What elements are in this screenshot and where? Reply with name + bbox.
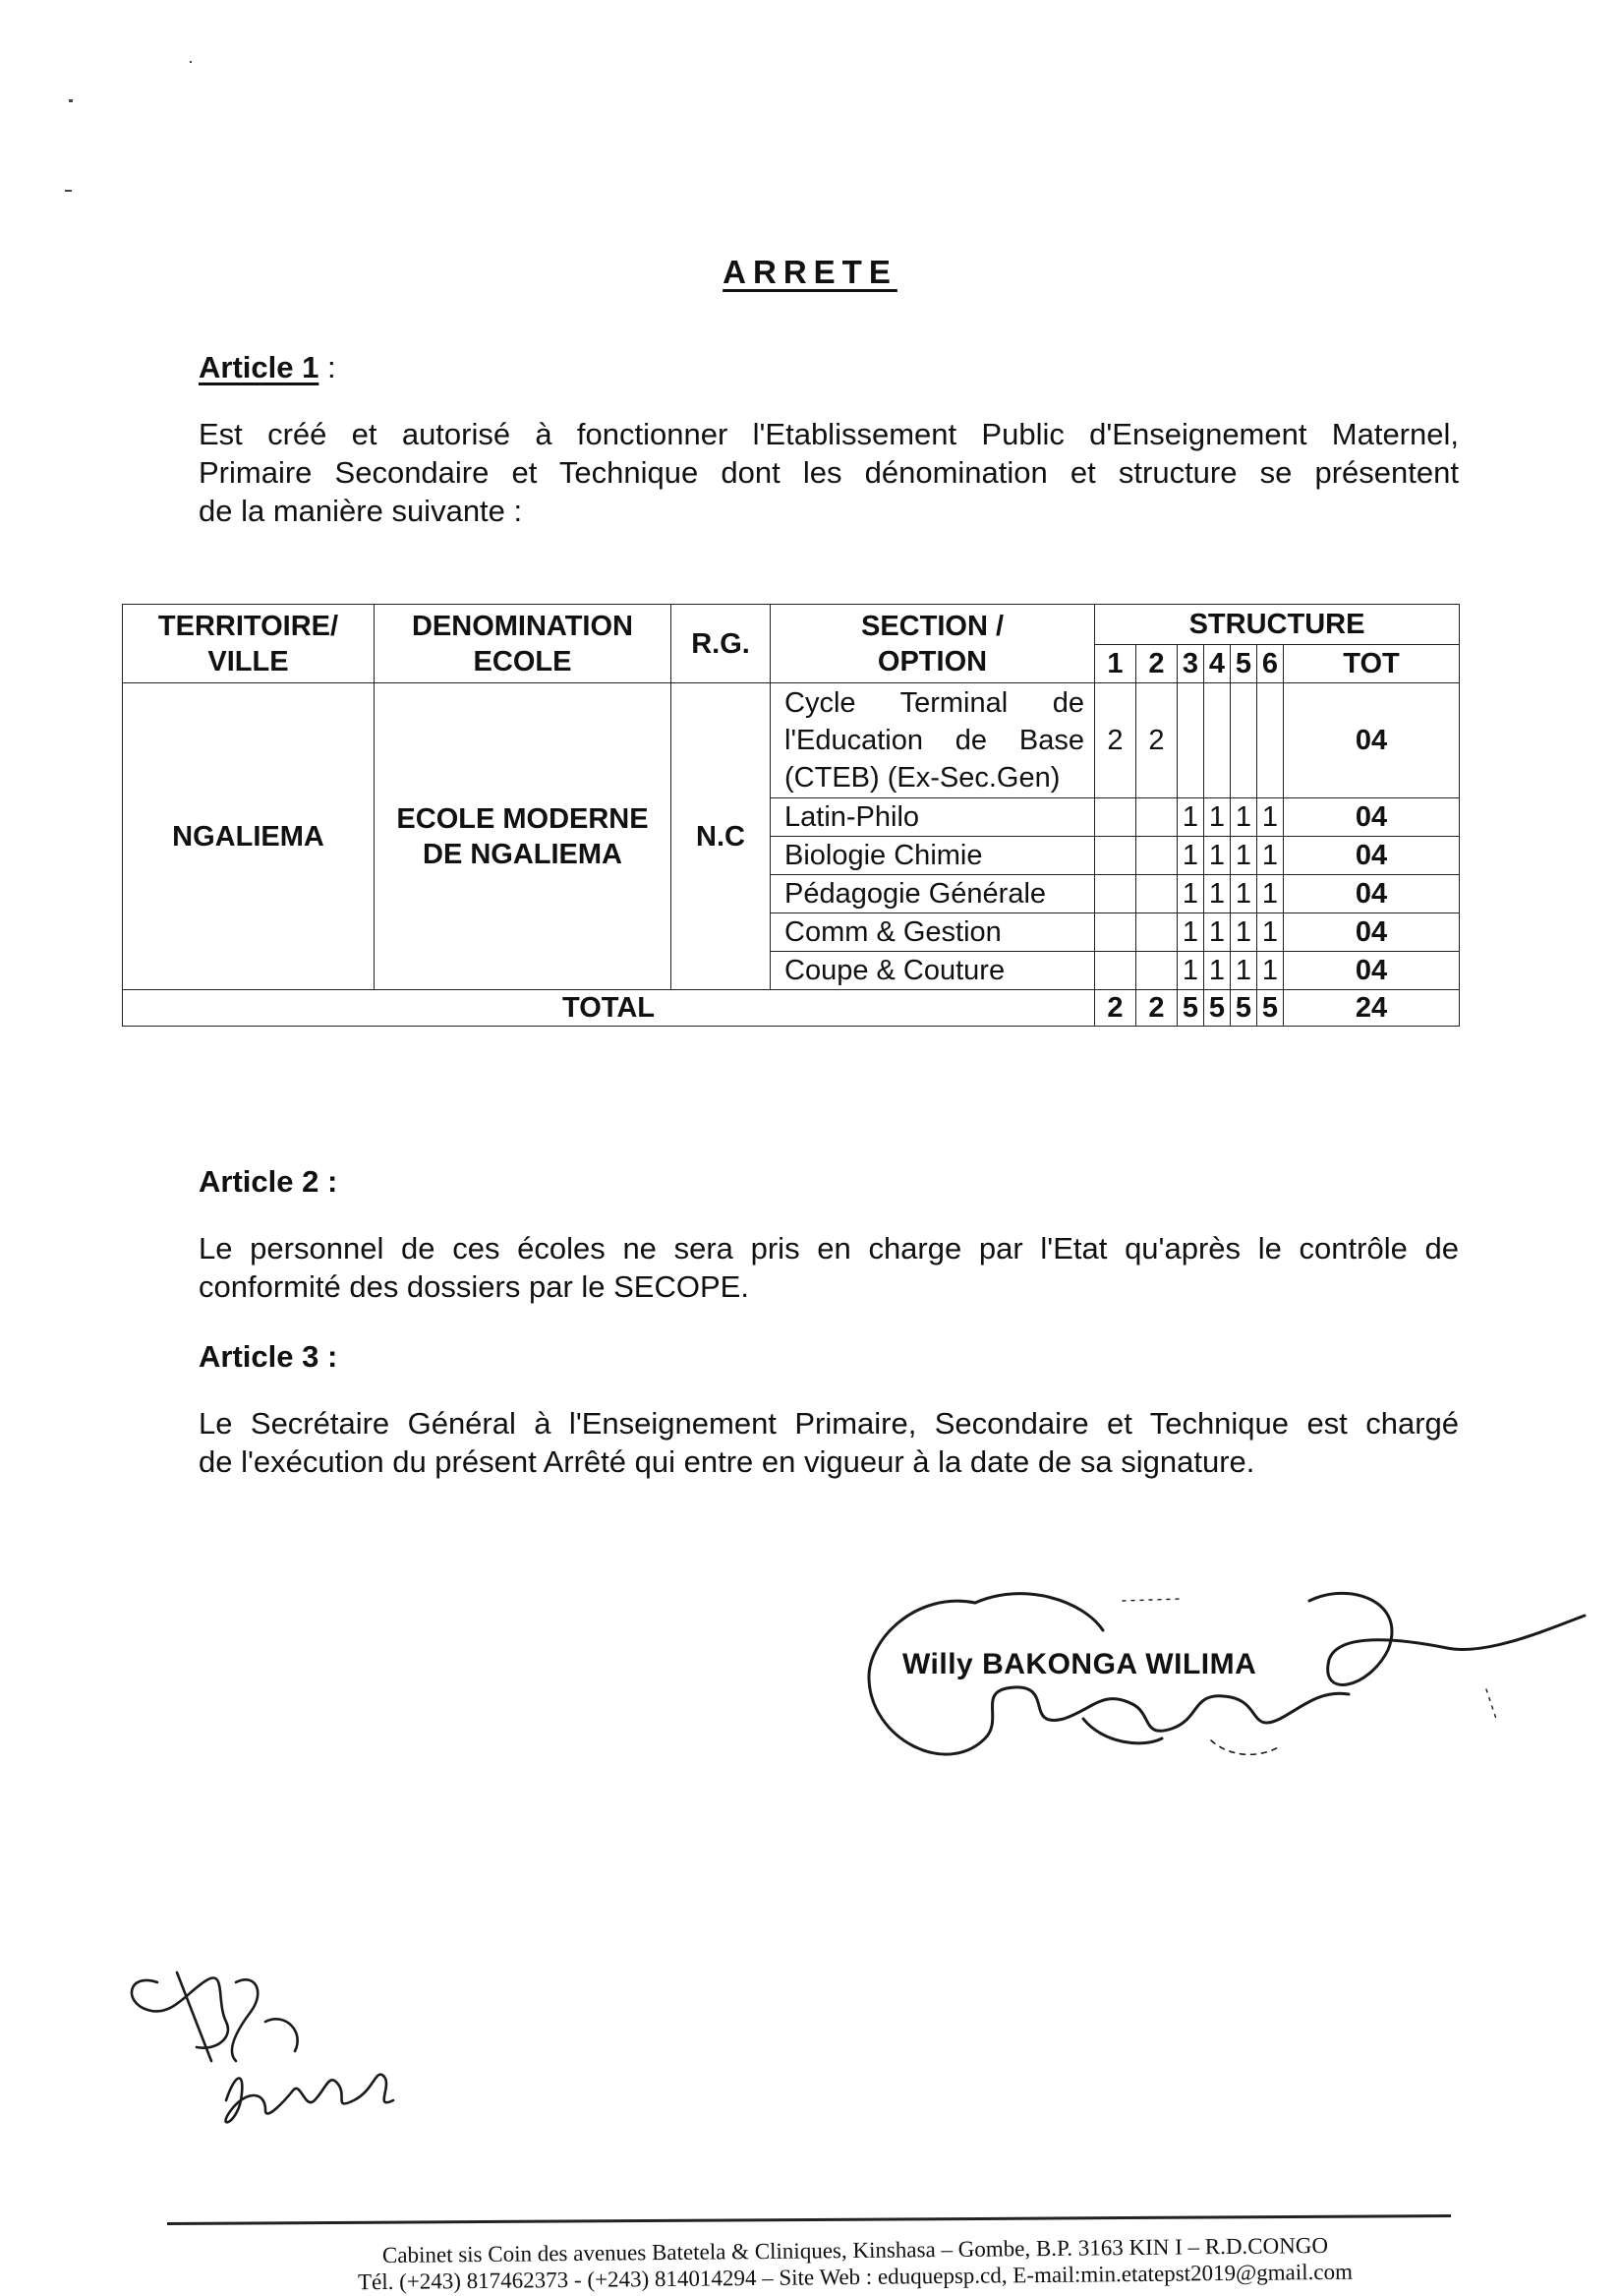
year-cell bbox=[1136, 837, 1178, 875]
header-structure: STRUCTURE bbox=[1095, 605, 1460, 645]
year-cell bbox=[1095, 837, 1136, 875]
header-territoire: TERRITOIRE/ VILLE bbox=[123, 605, 375, 683]
header-rg: R.G. bbox=[671, 605, 771, 683]
header-year-3: 3 bbox=[1178, 645, 1204, 683]
year-cell: 1 bbox=[1257, 837, 1284, 875]
text-line: Le personnel de ces écoles ne sera pris en charge par l'Etat qu'après le contrôle de bbox=[199, 1231, 1459, 1266]
year-cell: 1 bbox=[1257, 952, 1284, 990]
year-cell bbox=[1095, 798, 1136, 837]
article-2-heading: Article 2 : bbox=[199, 1164, 338, 1199]
territoire-cell: NGALIEMA bbox=[123, 683, 375, 990]
header-section: SECTION / OPTION bbox=[771, 605, 1095, 683]
year-cell: 1 bbox=[1178, 798, 1204, 837]
year-cell: 1 bbox=[1178, 913, 1204, 952]
tot-cell: 04 bbox=[1284, 875, 1460, 913]
tot-cell: 04 bbox=[1284, 837, 1460, 875]
year-cell bbox=[1231, 683, 1257, 798]
year-cell: 1 bbox=[1178, 952, 1204, 990]
section-cell: Latin-Philo bbox=[771, 798, 1095, 837]
article-1-heading: Article 1 : bbox=[199, 350, 336, 384]
article-1-text bbox=[199, 415, 1459, 530]
total-year-cell: 2 bbox=[1095, 990, 1136, 1027]
section-cell: Coupe & Couture bbox=[771, 952, 1095, 990]
text-line: de l'exécution du présent Arrêté qui entre en vigueur à la date de sa signature. bbox=[199, 1444, 1255, 1479]
rg-cell: N.C bbox=[671, 683, 771, 990]
tot-cell: 04 bbox=[1284, 683, 1460, 798]
year-cell bbox=[1136, 875, 1178, 913]
table-row bbox=[123, 683, 1460, 798]
header-denomination: DENOMINATION ECOLE bbox=[375, 605, 671, 683]
total-year-cell: 5 bbox=[1257, 990, 1284, 1027]
initials-scribble bbox=[118, 1953, 433, 2149]
header-year-2: 2 bbox=[1136, 645, 1178, 683]
section-cell: Pédagogie Générale bbox=[771, 875, 1095, 913]
year-cell: 1 bbox=[1204, 913, 1231, 952]
year-cell: 1 bbox=[1231, 875, 1257, 913]
year-cell: 1 bbox=[1257, 798, 1284, 837]
text-line: Le Secrétaire Général à l'Enseignement Primaire, Secondaire et Technique est chargé bbox=[199, 1406, 1459, 1441]
header-year-5: 5 bbox=[1231, 645, 1257, 683]
year-cell bbox=[1136, 913, 1178, 952]
article-3-text bbox=[199, 1404, 1459, 1481]
text-line: Primaire Secondaire et Technique dont les dénomination et structure se présentent bbox=[199, 455, 1459, 490]
year-cell: 2 bbox=[1095, 683, 1136, 798]
total-year-cell: 5 bbox=[1178, 990, 1204, 1027]
year-cell: 1 bbox=[1257, 875, 1284, 913]
tot-cell: 04 bbox=[1284, 952, 1460, 990]
year-cell: 1 bbox=[1178, 837, 1204, 875]
structure-table bbox=[122, 604, 1460, 1027]
total-label: TOTAL bbox=[123, 990, 1095, 1027]
section-cell: Biologie Chimie bbox=[771, 837, 1095, 875]
year-cell: 1 bbox=[1178, 875, 1204, 913]
article-3-heading: Article 3 : bbox=[199, 1339, 338, 1374]
year-cell bbox=[1095, 913, 1136, 952]
tot-cell: 04 bbox=[1284, 913, 1460, 952]
section-cell: Cycle Terminal de l'Education de Base (CTEB) (Ex-Sec.Gen) bbox=[771, 683, 1095, 798]
ecole-cell: ECOLE MODERNE DE NGALIEMA bbox=[375, 683, 671, 990]
year-cell: 1 bbox=[1204, 837, 1231, 875]
year-cell bbox=[1257, 683, 1284, 798]
footer-address: Cabinet sis Coin des avenues Batetela & Cliniques, Kinshasa – Gombe, B.P. 3163 KIN I – R.D.CONGO bbox=[381, 2232, 1329, 2268]
header-year-6: 6 bbox=[1257, 645, 1284, 683]
total-year-cell: 5 bbox=[1204, 990, 1231, 1027]
year-cell: 1 bbox=[1231, 913, 1257, 952]
header-year-4: 4 bbox=[1204, 645, 1231, 683]
total-year-cell: 2 bbox=[1136, 990, 1178, 1027]
page-title: ARRETE bbox=[723, 254, 897, 290]
text-line: conformité des dossiers par le SECOPE. bbox=[199, 1269, 749, 1304]
section-cell: Comm & Gestion bbox=[771, 913, 1095, 952]
total-row bbox=[123, 990, 1460, 1027]
year-cell bbox=[1136, 952, 1178, 990]
year-cell bbox=[1178, 683, 1204, 798]
year-cell: 1 bbox=[1231, 952, 1257, 990]
article-2-text bbox=[199, 1229, 1459, 1306]
footer-rule bbox=[167, 2214, 1451, 2225]
signatory-name: Willy BAKONGA WILIMA bbox=[902, 1648, 1257, 1680]
year-cell: 1 bbox=[1231, 798, 1257, 837]
year-cell: 1 bbox=[1204, 798, 1231, 837]
year-cell bbox=[1095, 875, 1136, 913]
text-line: de la manière suivante : bbox=[199, 494, 523, 528]
header-tot: TOT bbox=[1284, 645, 1460, 683]
total-year-cell: 5 bbox=[1231, 990, 1257, 1027]
year-cell: 1 bbox=[1257, 913, 1284, 952]
total-tot-cell: 24 bbox=[1284, 990, 1460, 1027]
footer-contact: Tél. (+243) 817462373 - (+243) 814014294 – Site Web : eduquepsp.cd, E-mail:min.etatepst2019@gmail.com bbox=[357, 2259, 1354, 2295]
year-cell: 1 bbox=[1204, 875, 1231, 913]
header-year-1: 1 bbox=[1095, 645, 1136, 683]
year-cell bbox=[1204, 683, 1231, 798]
year-cell: 2 bbox=[1136, 683, 1178, 798]
year-cell: 1 bbox=[1204, 952, 1231, 990]
text-line: Est créé et autorisé à fonctionner l'Etablissement Public d'Enseignement Maternel, bbox=[199, 417, 1459, 451]
tot-cell: 04 bbox=[1284, 798, 1460, 837]
year-cell bbox=[1095, 952, 1136, 990]
year-cell bbox=[1136, 798, 1178, 837]
year-cell: 1 bbox=[1231, 837, 1257, 875]
